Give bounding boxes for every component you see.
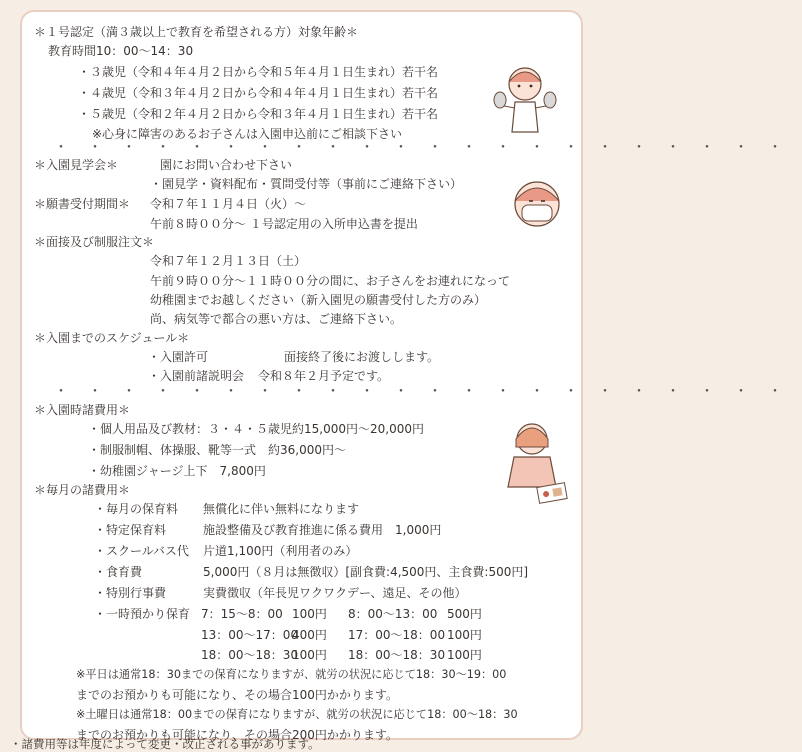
visit-label: ＊入園見学会＊ [34,158,119,172]
child-maracas-illustration [490,62,560,137]
apply-label: ＊願書受付期間＊ [34,197,131,211]
temp-row2-fee2: 100円 [447,628,482,642]
temp-row1-fee1: 100円 [292,607,327,621]
schedule-label: ＊入園までのスケジュール＊ [34,331,190,345]
interview-line-3: 尚、病気等で都合の悪い方は、ご連絡下さい。 [150,312,403,326]
monthly-detail-4: 5,000円（８月は無徴収）[副食費:4,500円、主食費:500円] [203,565,529,579]
temp-row1-time2: 8：00～13：00 [348,607,438,621]
temp-row2-fee1: 400円 [292,628,327,642]
temp-row2-time1: 13：00～17：00 [201,628,299,642]
weekday-note-1: ※平日は通常18：30までの保育になりますが、就労の状況に応じて18：30～19：00 [76,668,507,681]
interview-label: ＊面接及び制服注文＊ [34,235,155,249]
interview-line-1: 午前９時００分～１１時００分の間に、お子さんをお連れになって [150,274,511,288]
child-mask-illustration [510,177,565,232]
monthly-item-2: ・特定保育料 [94,523,167,537]
visit-sub: ・園見学・資料配布・質問受付等（事前にご連絡下さい） [150,177,463,191]
divider-dots-2: ・・・・・・・・・・・・・・・・・・・・・・ [54,384,802,400]
monthly-item-4: ・食育費 [94,565,143,579]
monthly-detail-1: 無償化に伴い無料になります [203,502,360,516]
schedule-item-2: ・入園前諸説明会 [148,369,245,383]
monthly-item-3: ・スクールバス代 [94,544,189,558]
age-item-4: ・４歳児（令和３年４月２日から令和４年４月１日生まれ）若干名 [78,86,439,100]
info-card [20,10,802,742]
weekday-note-2: までのお預かりも可能になり、その場合100円かかります。 [76,688,398,702]
apply-date: 令和７年１１月４日（火）～ [150,197,307,211]
saturday-note-1: ※土曜日は通常18：00までの保育になりますが、就労の状況に応じて18：00～18：30 [76,708,518,721]
age-item-5: ・５歳児（令和２年４月２日から令和３年４月１日生まれ）若干名 [78,107,439,121]
entry-item-2: ・制服制帽、体操服、靴等一式 約36,000円～ [88,443,346,457]
temp-row1-fee2: 500円 [447,607,482,621]
schedule-item-1: ・入園許可 [148,350,209,364]
temp-row3-fee2: 100円 [447,648,482,662]
temp-care-label: ・一時預かり保育 [94,607,191,621]
temp-row3-time2: 18：00～18：30 [348,648,446,662]
temp-row3-time1: 18：00～18：30 [201,648,299,662]
apply-time: 午前８時００分～ １号認定用の入所申込書を提出 [150,217,418,231]
entry-item-3: ・幼稚園ジャージ上下 7,800円 [88,464,266,478]
monthly-detail-5: 実費徴収（年長児ワクワクデー、遠足、その他） [203,586,467,600]
interview-date: 令和７年１２月１３日（土） [150,254,307,268]
interview-line-2: 幼稚園までお越しください（新入園児の願書受付した方のみ） [150,293,487,307]
monthly-label: ＊毎月の諸費用＊ [34,483,131,497]
age-item-3: ・３歳児（令和４年４月２日から令和５年４月１日生まれ）若干名 [78,65,439,79]
entry-item-1: ・個人用品及び教材：３・４・５歳児約15,000円～20,000円 [88,422,424,436]
footer-note: ・諸費用等は年度によって変更・改正される事があります。 [10,737,320,751]
monthly-detail-3: 片道1,100円（利用者のみ） [203,544,358,558]
visit-text: 園にお問い合わせ下さい [160,158,293,172]
temp-row2-time2: 17：00～18：00 [348,628,446,642]
temp-row3-fee1: 100円 [292,648,327,662]
education-hours: 教育時間10：00～14：30 [48,44,194,58]
disability-note: ※心身に障害のあるお子さんは入園申込前にご相談下さい [92,127,403,141]
schedule-detail-2: 令和８年２月予定です。 [258,369,390,383]
saturday-note-2: までのお預かりも可能になり、その場合200円かかります。 [76,728,398,742]
section1-heading: ＊１号認定（満３歳以上で教育を希望される方）対象年齢＊ [34,25,359,39]
monthly-item-1: ・毎月の保育料 [94,502,179,516]
temp-row1-time1: 7：15～8：00 [201,607,283,621]
entry-label: ＊入園時諸費用＊ [34,403,131,417]
child-cards-illustration [500,417,572,505]
divider-dots-1: ・・・・・・・・・・・・・・・・・・・・・・ [54,140,802,156]
monthly-detail-2: 施設整備及び教育推進に係る費用 1,000円 [203,523,442,537]
schedule-detail-1: 面接終了後にお渡しします。 [284,350,440,364]
monthly-item-5: ・特別行事費 [94,586,167,600]
